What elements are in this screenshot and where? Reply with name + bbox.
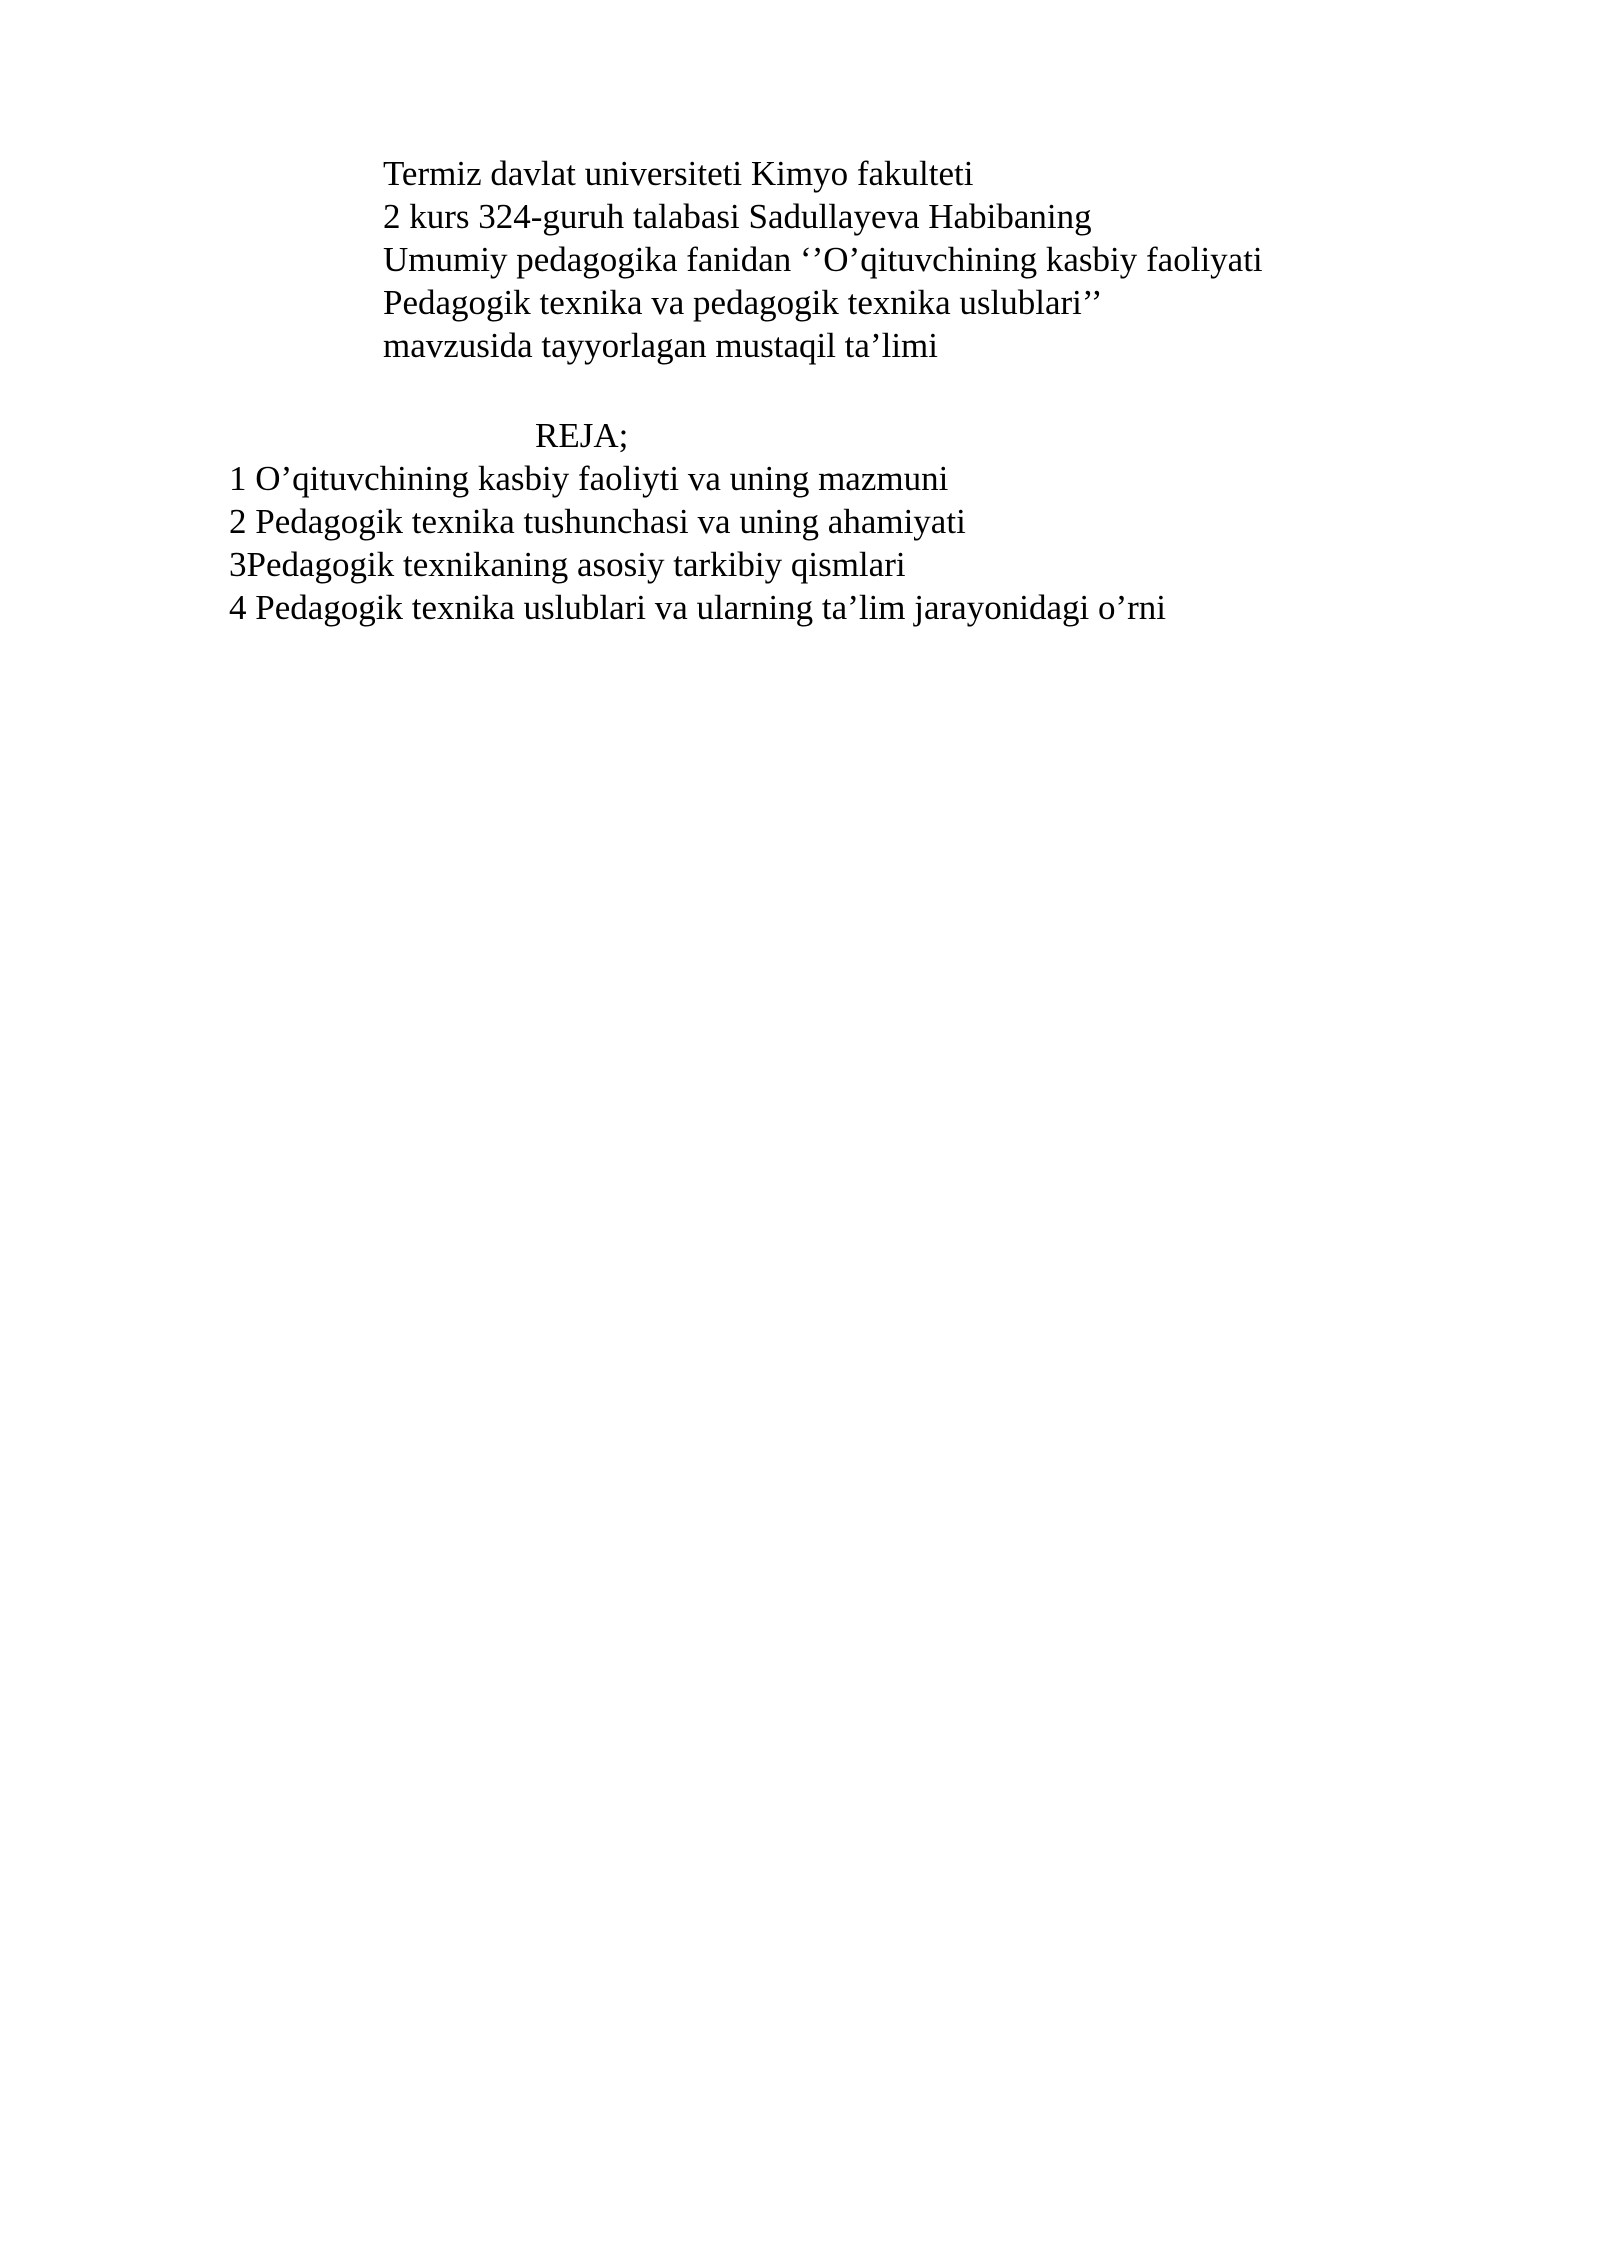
title-line-subject: Umumiy pedagogika fanidan ‘’O’qituvchining kasbiy faoliyati xyxy=(383,240,1263,279)
title-line-topic: Pedagogik texnika va pedagogik texnika uslublari’’ xyxy=(383,283,1103,322)
plan-item-3: 3Pedagogik texnikaning asosiy tarkibiy qismlari xyxy=(229,545,906,584)
title-line-university: Termiz davlat universiteti Kimyo fakulteti xyxy=(383,154,974,193)
plan-list xyxy=(229,457,1529,629)
title-line-student: 2 kurs 324-guruh talabasi Sadullayeva Habibaning xyxy=(383,197,1092,236)
plan-item-2: 2 Pedagogik texnika tushunchasi va uning ahamiyati xyxy=(229,502,966,541)
plan-item-4: 4 Pedagogik texnika uslublari va ularning ta’lim jarayonidagi o’rni xyxy=(229,588,1166,627)
title-line-work-type: mavzusida tayyorlagan mustaqil ta’limi xyxy=(383,326,938,365)
title-block xyxy=(383,152,1503,367)
plan-item-1: 1 O’qituvchining kasbiy faoliyti va uning mazmuni xyxy=(229,459,949,498)
plan-heading: REJA; xyxy=(535,416,629,455)
